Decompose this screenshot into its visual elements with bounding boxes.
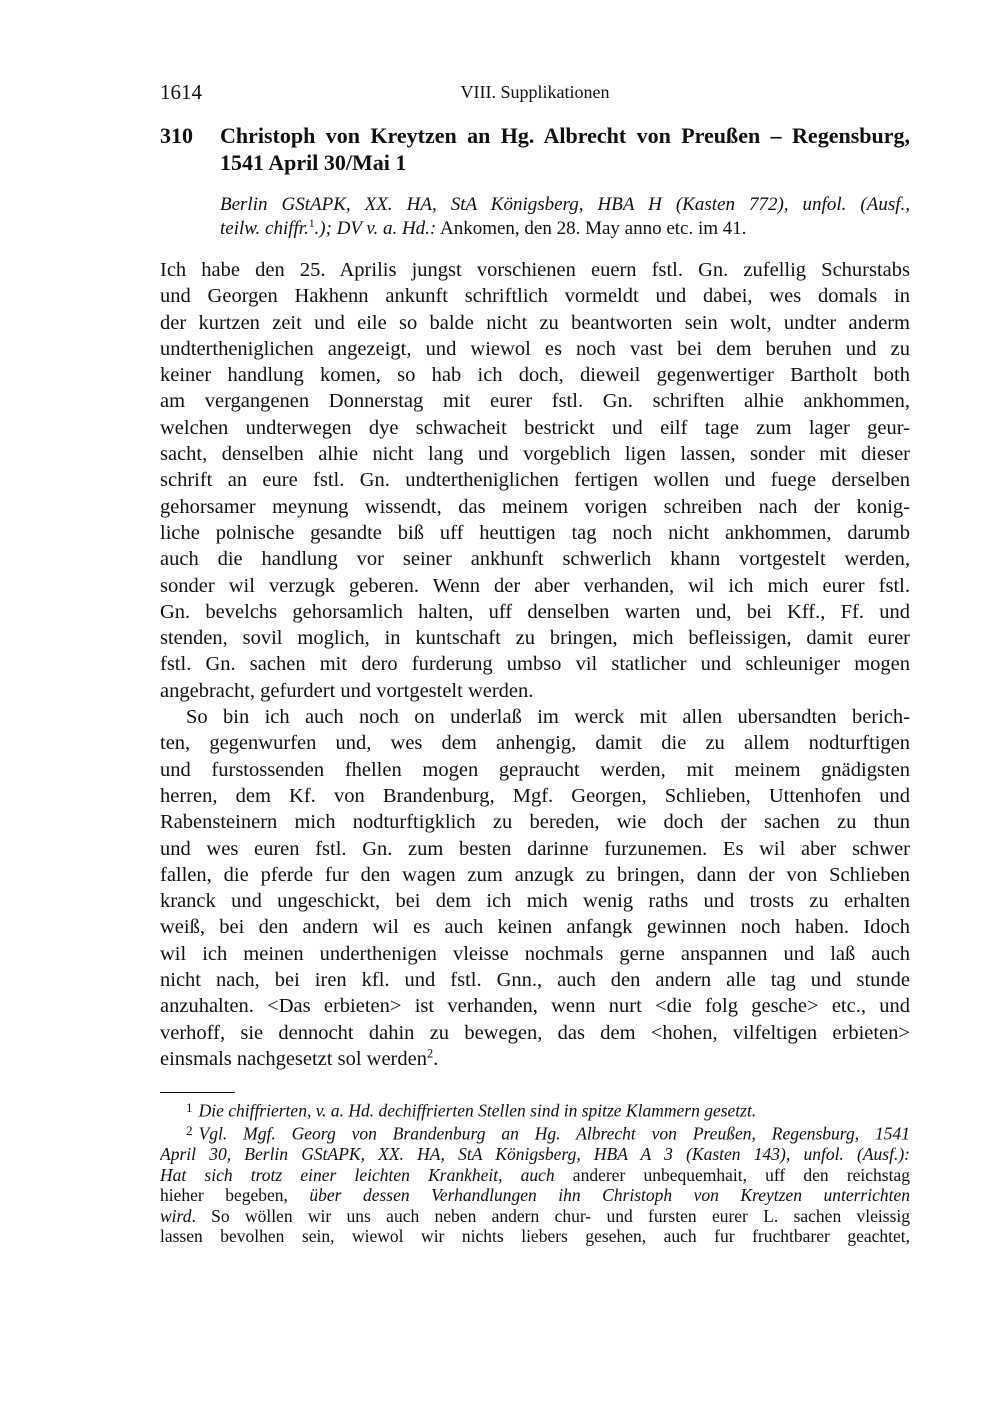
body-line (160, 993, 910, 1019)
body-line-text: weiß, bei den andern wil es auch keinen anfangk gewinnen noch haben. Idoch (160, 916, 910, 939)
footnote-line (160, 1165, 910, 1186)
punctuation: . (433, 1047, 439, 1070)
body-line-text: Ich habe den 25. Aprilis jungst vorschienen euern fstl. Gn. zufellig Schurstabs (160, 259, 910, 281)
body-line (160, 862, 910, 888)
body-line-text: auch die handlung vor seiner ankhunft schwerlich khann vortgestelt werden, (160, 548, 910, 571)
footnote-ref[interactable]: 1 (308, 218, 315, 231)
source-note (220, 193, 910, 241)
body-line-text: und wes euren fstl. Gn. zum besten darinne furzunemen. Es wil aber schwer (160, 837, 910, 860)
footnote-line (160, 1121, 910, 1144)
body-line (160, 888, 910, 914)
body-line-text: am vergangenen Donnerstag mit eurer fstl. Gn. schriften alhie ankhommen, (160, 390, 910, 413)
body-line-text: fstl. Gn. sachen mit dero furderung umbso vil statlicher und schleuniger mogen (160, 653, 910, 676)
document-number: 310 (160, 123, 193, 148)
body-line (160, 310, 910, 336)
source-line (220, 217, 910, 241)
footnote-text: Hat sich trotz einer leichten Krankheit, auch (160, 1164, 555, 1185)
footnote-text: wird (160, 1205, 192, 1226)
footnote-text: April 30, Berlin GStAPK, XX. HA, StA Königsberg, HBA A 3 (Kasten 143), unfol. (Ausf.): (160, 1144, 910, 1165)
body-line (160, 941, 910, 967)
source-citation: Berlin GStAPK, XX. HA, StA Königsberg, HBA H (Kasten 772), unfol. (Ausf., (220, 194, 910, 215)
body-line (160, 520, 910, 546)
title-line: Christoph von Kreytzen an Hg. Albrecht von Preußen – Regensburg, (220, 123, 910, 148)
body-line (160, 599, 910, 625)
running-title: VIII. Supplikationen (460, 82, 610, 102)
body-line-text: undtertheniglichen angezeigt, und wiewol es noch vast bei dem beruhen und zu (160, 337, 910, 360)
body-line (160, 704, 910, 730)
footnote-text: Die chiffrierten, v. a. Hd. dechiffrierten Stellen sind in spitze Klammern gesetzt. (198, 1100, 757, 1121)
title-line: 1541 April 30/Mai 1 (220, 150, 407, 175)
page-number: 1614 (160, 80, 202, 104)
footnote-line (160, 1206, 910, 1227)
source-cipher-note: teilw. chiffr. (220, 218, 309, 239)
body-line (160, 809, 910, 835)
source-dv-label: .); DV v. a. Hd.: (314, 218, 437, 239)
body-line (160, 415, 910, 441)
body-line-text: herren, dem Kf. von Brandenburg, Mgf. Georgen, Schlieben, Uttenhofen und (160, 784, 910, 807)
footnote-text: anderer unbequemhait, uff den reichstag (554, 1164, 910, 1185)
body-line (160, 757, 910, 783)
footnote-text: über dessen Verhandlungen ihn Christoph von Kreytzen unterrichten (309, 1185, 910, 1206)
body-line (160, 625, 910, 651)
body-line-text: fallen, die pferde fur den wagen zum anzugk zu bringen, dann der von Schlieben (160, 863, 910, 886)
footnote-number: 1 (186, 1100, 193, 1115)
footnote-line (160, 1144, 910, 1165)
body-line (160, 362, 910, 388)
footnote-text: hieher begeben, (160, 1185, 310, 1206)
footnote-line (160, 1226, 910, 1247)
body-line (160, 257, 910, 283)
running-header (160, 80, 910, 106)
body-line-text: und Georgen Hakhenn ankunft schriftlich vormeldt und dabei, wes domals in (160, 285, 910, 308)
body-line-text: anzuhalten. <Das erbieten> ist verhanden, wenn nurt <die folg gesche> etc., und (160, 995, 910, 1018)
body-line-text: stenden, sovil moglich, in kuntschaft zu bringen, mich befleissigen, damit eurer (160, 627, 910, 650)
body-line-text: sacht, denselben alhie nicht lang und vorgeblich ligen lassen, sonder mit dieser (160, 443, 910, 466)
body-line-text: ten, gegenwurfen und, wes dem anhengig, damit die zu allem nodturftigen (160, 732, 910, 755)
body-line (160, 678, 910, 704)
body-line (160, 494, 910, 520)
footnotes (160, 1098, 910, 1247)
footnote-line (160, 1185, 910, 1206)
body-line-text: wil ich meinen underthenigen vleisse nochmals gerne anspannen und laß auch (160, 942, 910, 965)
body-line (160, 467, 910, 493)
body-line (160, 546, 910, 572)
body-line (160, 441, 910, 467)
footnote-text: lassen bevolhen sein, wiewol wir nichts liebers gesehen, auch fur fruchtbarer geachtet, (160, 1226, 910, 1247)
footnote-text: . So wöllen wir uns auch neben andern chur- und fursten eurer L. sachen vleissig (191, 1205, 910, 1226)
body-line-text: der kurtzen zeit und eile so balde nicht zu beantworten sein wolt, undter anderm (160, 311, 910, 334)
document-heading (160, 122, 910, 176)
body-line-text: Rabensteinern mich nodturftigklich zu bereden, wie doch der sachen zu thun (160, 811, 910, 834)
body-line (160, 1046, 910, 1072)
body-line (160, 783, 910, 809)
body-line (160, 651, 910, 677)
body-line (160, 967, 910, 993)
body-line-text: welchen undterwegen dye schwacheit bestrickt und eilf tage zum lager geur- (160, 416, 910, 439)
body-line-text: Gn. bevelchs gehorsamlich halten, uff denselben warten und, bei Kff., Ff. und (160, 600, 910, 623)
footnote-text: Vgl. Mgf. Georg von Brandenburg an Hg. Albrecht von Preußen, Regensburg, 1541 (198, 1123, 910, 1144)
document-body (160, 257, 910, 1072)
body-line (160, 836, 910, 862)
footnote-number: 2 (186, 1123, 193, 1139)
body-line-text: verhoff, sie dennocht dahin zu bewegen, das dem <hohen, vilfeltigen erbieten> (160, 1021, 910, 1044)
body-line (160, 730, 910, 756)
body-line-text: angebracht, gefurdert und vortgestelt werden. (160, 679, 534, 702)
body-line-text: liche polnische gesandte biß uff heuttigen tag noch nicht ankhommen, darumb (160, 521, 910, 544)
body-line (160, 283, 910, 309)
body-line (160, 1020, 910, 1046)
body-line (160, 388, 910, 414)
source-dorsal-note: Ankomen, den 28. May anno etc. im 41. (436, 218, 747, 239)
body-line-text: kranck und ungeschickt, bei dem ich mich wenig raths und trosts zu erhalten (160, 890, 910, 913)
body-line (160, 336, 910, 362)
body-line-text: schrift an eure fstl. Gn. undtertheniglichen fertigen wollen und fuege derselben (160, 469, 910, 492)
body-line-text: sonder wil verzugk geberen. Wenn der aber verhanden, wil ich mich eurer fstl. (160, 574, 910, 597)
body-line-text: gehorsamer meynung wissendt, das meinem vorigen schreiben nach der konig- (160, 495, 910, 518)
body-line-text: keiner handlung komen, so hab ich doch, dieweil gegenwertiger Bartholt both (160, 364, 910, 387)
footnote-line (160, 1098, 910, 1121)
body-line (160, 573, 910, 599)
footnote-ref[interactable]: 2 (426, 1046, 434, 1061)
body-line-text: einsmals nachgesetzt sol werden (160, 1047, 427, 1070)
body-line-text: und furstossenden fhellen mogen gepraucht werden, mit meinem gnädigsten (160, 758, 910, 781)
body-line-text: So bin ich auch noch on underlaß im werck mit allen ubersandten berich- (186, 706, 910, 729)
body-line (160, 914, 910, 940)
footnote-divider (160, 1092, 235, 1093)
body-line-text: nicht nach, bei iren kfl. und fstl. Gnn., auch den andern alle tag und stunde (160, 969, 910, 992)
source-line (220, 193, 910, 217)
